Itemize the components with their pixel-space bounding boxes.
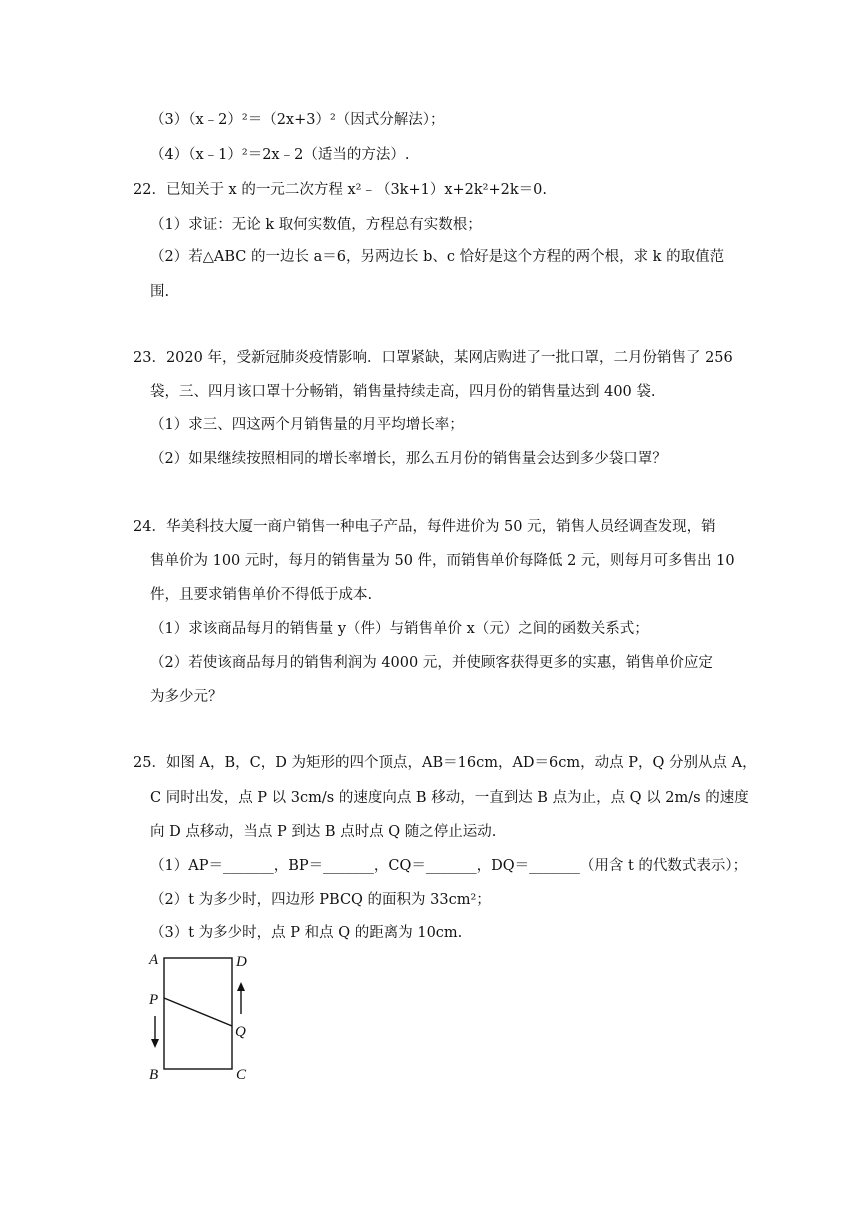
arrow-up-icon	[237, 982, 245, 1014]
q22-part2-line1: （2）若△ABC 的一边长 a＝6，另两边长 b、c 恰好是这个方程的两个根，求 k 的取值范	[150, 249, 725, 265]
q22-part1: （1）求证：无论 k 取何实数值，方程总有实数根；	[150, 217, 482, 233]
q23-part1: （1）求三、四这两个月销售量的月平均增长率；	[150, 417, 464, 433]
label-c: C	[236, 1067, 247, 1083]
label-d: D	[236, 954, 247, 970]
rectangle-figure	[140, 948, 270, 1088]
label-b: B	[149, 1067, 159, 1083]
q25-part2: （2）t 为多少时，四边形 PBCQ 的面积为 33cm²；	[150, 892, 491, 908]
q24-stem-line3: 件，且要求销售单价不得低于成本.	[150, 587, 373, 603]
q25-stem-line3: 向 D 点移动，当点 P 到达 B 点时点 Q 随之停止运动.	[150, 824, 497, 840]
q22-stem: 22．已知关于 x 的一元二次方程 x²﹣（3k+1）x+2k²+2k＝0.	[133, 182, 547, 198]
q24-stem-line2: 售单价为 100 元时，每月的销售量为 50 件，而销售单价每降低 2 元，则每月可多售出 10	[150, 553, 735, 569]
segment-pq	[164, 998, 232, 1026]
q24-part2-line1: （2）若使该商品每月的销售利润为 4000 元，并使顾客获得更多的实惠，销售单价应定	[150, 655, 713, 671]
label-q: Q	[235, 1024, 246, 1040]
q23-stem-line1: 23．2020 年，受新冠肺炎疫情影响．口罩紧缺，某网店购进了一批口罩，二月份销售了 256	[133, 350, 733, 366]
arrow-down-icon	[151, 1016, 159, 1048]
q25-stem-line1: 25．如图 A，B，C，D 为矩形的四个顶点，AB＝16cm，AD＝6cm，动点 P，Q 分别从点 A，	[133, 755, 757, 771]
q24-part1: （1）求该商品每月的销售量 y（件）与销售单价 x（元）之间的函数关系式；	[150, 621, 649, 637]
q24-stem-line1: 24．华美科技大厦一商户销售一种电子产品，每件进价为 50 元，销售人员经调查发现，销	[133, 519, 716, 535]
q25-stem-line2: C 同时出发，点 P 以 3cm/s 的速度向点 B 移动，一直到达 B 点为止，点 Q 以 2m/s 的速度	[150, 790, 749, 806]
q22-part2-line2: 围.	[150, 284, 170, 300]
q24-part2-line2: 为多少元？	[150, 689, 223, 705]
label-a: A	[149, 952, 159, 968]
rectangle-abcd	[164, 958, 232, 1069]
q25-part1: （1）AP＝_______，BP＝_______，CQ＝_______，DQ＝_______（用含 t 的代数式表示）；	[150, 858, 748, 874]
q21-item3: （3）（x﹣2）²＝（2x+3）²（因式分解法）；	[150, 112, 445, 128]
label-p: P	[149, 992, 159, 1008]
q25-part3: （3）t 为多少时，点 P 和点 Q 的距离为 10cm.	[150, 925, 463, 941]
q21-item4: （4）（x﹣1）²＝2x﹣2（适当的方法）.	[150, 147, 410, 163]
q23-part2: （2）如果继续按照相同的增长率增长，那么五月份的销售量会达到多少袋口罩？	[150, 451, 667, 467]
q23-stem-line2: 袋，三、四月该口罩十分畅销，销售量持续走高，四月份的销售量达到 400 袋.	[150, 384, 656, 400]
